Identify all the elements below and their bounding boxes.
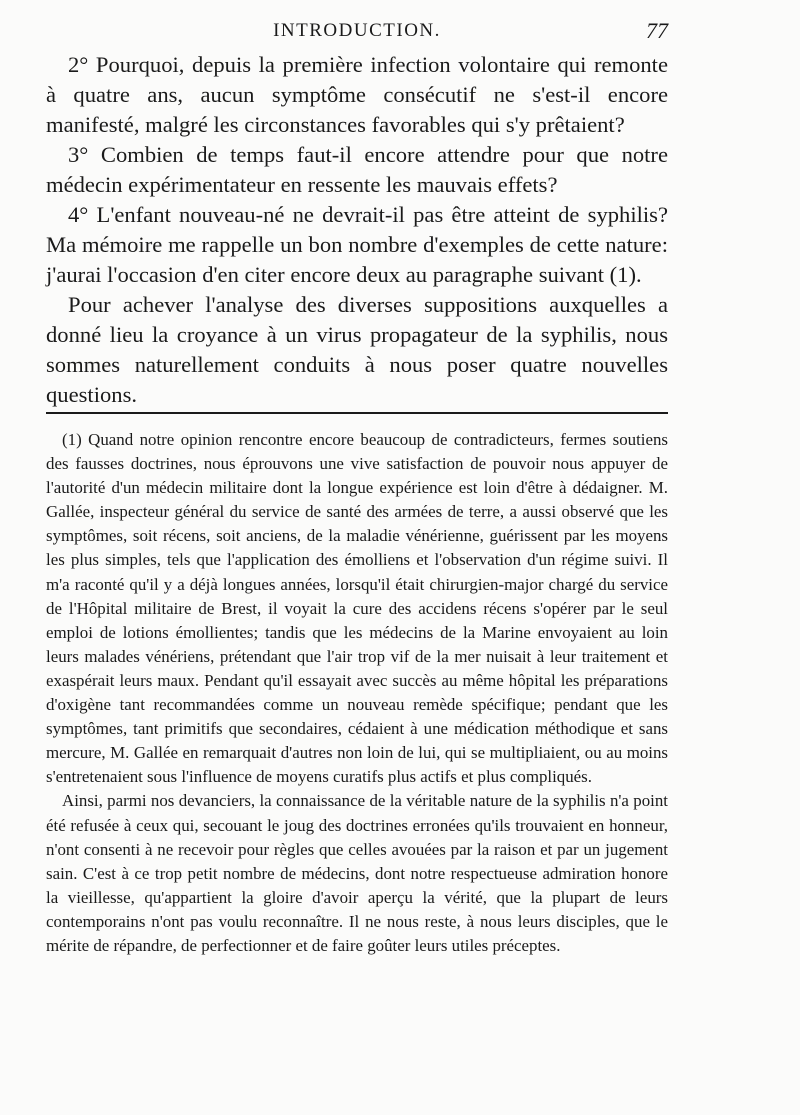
running-title: INTRODUCTION. bbox=[273, 20, 441, 41]
main-paragraph: 3° Combien de temps faut-il encore attendre pour que notre médecin expérimentateur en ressente les mauvais effets? bbox=[46, 142, 668, 197]
footnotes bbox=[46, 428, 668, 958]
main-paragraph: 2° Pourquoi, depuis la première infection volontaire qui remonte à quatre ans, aucun symptôme consécutif ne s'est-il encore manifesté, malgré les circonstances favorables qui s'y prêtaient? bbox=[46, 52, 668, 137]
main-paragraph: Pour achever l'analyse des diverses suppositions auxquelles a donné lieu la croyance à un virus propagateur de la syphilis, nous sommes naturellement conduits à nous poser quatre nouvelles questions. bbox=[46, 292, 668, 407]
main-paragraph: 4° L'enfant nouveau-né ne devrait-il pas être atteint de syphilis? Ma mémoire me rappelle un bon nombre d'exemples de cette nature: j'aurai l'occasion d'en citer encore deux au paragraphe suivant (1). bbox=[46, 202, 668, 287]
page-header bbox=[46, 16, 668, 46]
footnote-divider bbox=[46, 412, 668, 414]
main-text bbox=[46, 50, 668, 410]
footnote-paragraph: (1) Quand notre opinion rencontre encore beaucoup de contradicteurs, fermes soutiens des fausses doctrines, nous éprouvons une vive satisfaction de pouvoir nous appuyer de l'autorité d'un médecin militaire dont la longue expérience est loin d'être à dédaigner. M. Gallée, inspecteur général du service de santé des armées de terre, a aussi observé que les symptômes, soit récens, soit anciens, de la maladie vénérienne, guérissent par les moyens les plus simples, tels que l'application des émolliens et l'observation d'un régime suivi. Il m'a raconté qu'il y a déjà longues années, lorsqu'il était chirurgien-major chargé du service de l'Hôpital militaire de Brest, il voyait la cure des accidens récens s'opérer par le seul emploi de lotions émollientes; tandis que les médecins de la Marine envoyaient au loin leurs malades vénériens, prétendant que l'air trop vif de la mer nuisait à leur traitement et exaspérait leurs maux. Pendant qu'il essayait avec succès au même hôpital les préparations d'oxigène tant recommandées comme un nouveau remède spécifique; pendant que les symptômes, tant primitifs que secondaires, cédaient à une médication méthodique et sans mercure, M. Gallée en remarquait d'autres non loin de lui, qui se multipliaient, ou au moins s'entretenaient sous l'influence de moyens curatifs plus actifs et plus compliqués. bbox=[46, 430, 668, 787]
footnote-paragraph: Ainsi, parmi nos devanciers, la connaissance de la véritable nature de la syphilis n'a point été refusée à ceux qui, secouant le joug des doctrines erronées qu'ils trouvaient en honneur, n'ont consenti à ne recevoir pour règles que celles avouées par la raison et par un jugement sain. C'est à ce trop petit nombre de médecins, dont notre respectueuse admiration honore la vieillesse, qu'appartient la gloire d'avoir aperçu la vérité, que la plupart de leurs contemporains n'ont pas voulu reconnaître. Il ne nous reste, à nous leurs disciples, que le mérite de répandre, de perfectionner et de faire goûter leurs utiles préceptes. bbox=[46, 791, 668, 955]
page-number: 77 bbox=[646, 18, 668, 43]
